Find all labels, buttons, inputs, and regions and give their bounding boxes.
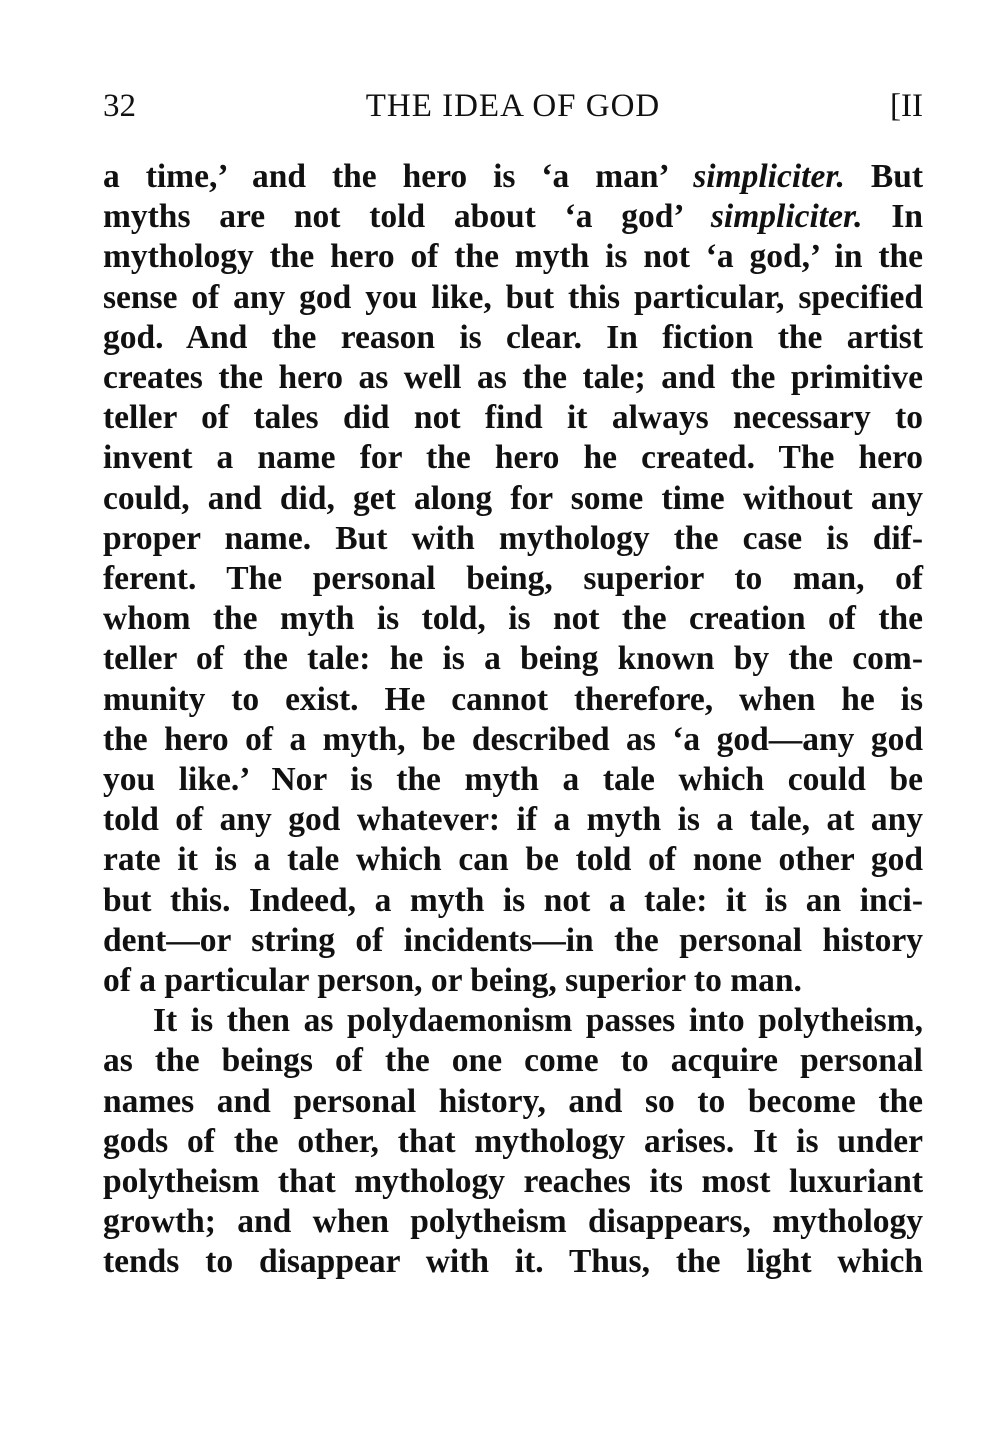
text-line: told of any god whatever: if a myth is a tale, at any — [103, 801, 923, 839]
text-line: of a particular person, or being, superior to man. — [103, 962, 802, 1000]
text-line: the hero of a myth, be described as ‘a god—any god — [103, 720, 923, 758]
text-line: teller of the tale: he is a being known by the com- — [103, 640, 923, 678]
text-line: whom the myth is told, is not the creation of the — [103, 600, 923, 638]
text-line: myths are not told about ‘a god’ simpliciter. In — [103, 198, 923, 236]
paragraph-2 — [103, 1001, 923, 1282]
text-line: tends to disappear with it. Thus, the light which — [103, 1243, 923, 1281]
text-line: dent—or string of incidents—in the personal history — [103, 921, 923, 959]
text-line: could, and did, get along for some time without any — [103, 479, 923, 517]
text-line: teller of tales did not find it always necessary to — [103, 399, 923, 437]
text-line: growth; and when polytheism disappears, mythology — [103, 1203, 923, 1241]
running-title: THE IDEA OF GOD — [365, 88, 661, 124]
text-line: invent a name for the hero he created. The hero — [103, 439, 923, 477]
text-line: but this. Indeed, a myth is not a tale: it is an inci- — [103, 881, 923, 919]
text-line: proper name. But with mythology the case is dif- — [103, 519, 923, 557]
text-line: as the beings of the one come to acquire personal — [103, 1042, 923, 1080]
body-text — [103, 157, 923, 1283]
text-line: a time,’ and the hero is ‘a man’ simpliciter. But — [103, 158, 923, 195]
text-line: It is then as polydaemonism passes into polytheism, — [153, 1002, 923, 1040]
text-line: names and personal history, and so to become the — [103, 1082, 923, 1120]
page-header — [103, 84, 923, 128]
page-number: 32 — [103, 88, 136, 124]
text-line: mythology the hero of the myth is not ‘a god,’ in the — [103, 238, 923, 276]
text-line: rate it is a tale which can be told of none other god — [103, 841, 923, 879]
chapter-mark: [II — [890, 88, 923, 124]
text-line: munity to exist. He cannot therefore, when he is — [103, 680, 923, 718]
text-line: polytheism that mythology reaches its most luxuriant — [103, 1163, 923, 1201]
text-line: ferent. The personal being, superior to man, of — [103, 560, 923, 598]
text-line: creates the hero as well as the tale; and the primitive — [103, 359, 923, 397]
paragraph-1 — [103, 157, 923, 1001]
text-line: gods of the other, that mythology arises. It is under — [103, 1122, 923, 1160]
text-line: sense of any god you like, but this particular, specified — [103, 278, 923, 316]
text-line: god. And the reason is clear. In fiction the artist — [103, 318, 923, 356]
text-line: you like.’ Nor is the myth a tale which could be — [103, 761, 923, 799]
